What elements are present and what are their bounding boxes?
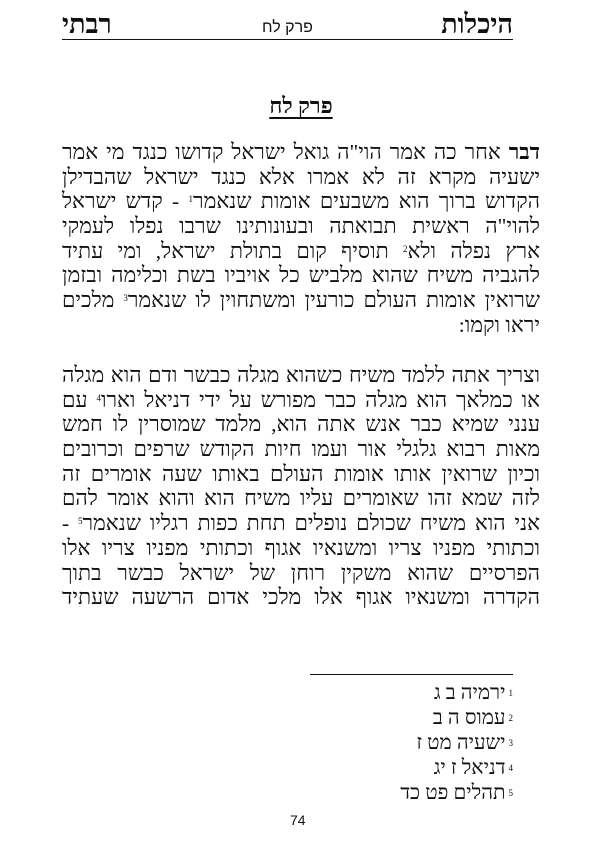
footnote-ref[interactable]: 5 — [78, 516, 83, 527]
text-line — [62, 313, 540, 338]
text-segment: ארץ נפלה ולא — [407, 238, 540, 263]
text-segment: תוסיף קום בתולת ישראל, ומי עתיד — [62, 238, 404, 263]
text-segment: אני הוא משיח שכולם נופלים תחת כפות רגליו שנאמר — [82, 511, 540, 536]
footnotes — [400, 681, 513, 806]
text-segment: יראו וקמו: — [458, 312, 540, 337]
text-segment: עם — [62, 387, 97, 412]
text-segment: הפרסיים שהוא משקין רוחן של ישראל כבשר בתוך — [62, 560, 540, 585]
footnote — [400, 781, 513, 806]
text-line — [62, 536, 540, 561]
header-book-subtitle: רבתי — [62, 9, 112, 39]
text-line — [62, 189, 540, 214]
text-segment: לזה שמא זהו שאומרים עליו משיח הוא והוא אומר להם — [62, 486, 540, 511]
text-segment: הקדרה ומשנאיו אגוף אלו מלכי אדום הרשעה שעתיד — [62, 585, 540, 610]
text-line — [62, 140, 540, 165]
text-line — [62, 263, 540, 288]
header-book-title: היכלות — [441, 9, 513, 39]
footnote-text: ירמיה ב ג — [433, 682, 506, 704]
text-line — [62, 585, 540, 610]
footnote-text: תהלים פט כד — [400, 782, 506, 804]
footnote-text: עמוס ה ב — [432, 707, 506, 729]
text-line — [62, 437, 540, 462]
text-segment: אחר כה אמר הוי"ה גואל ישראל קדושו כנגד מי אמר — [62, 140, 509, 164]
text-line — [62, 412, 540, 437]
text-segment: וכיון שרואין אותו אומות העולם באותו שעה אומרים זה — [62, 461, 540, 486]
text-line — [62, 363, 540, 388]
paragraph-2 — [62, 363, 540, 610]
text-line — [62, 561, 540, 586]
text-segment: להגביה משיח שהוא מלביש כל אויביו בשת וכלימה ובזמן — [62, 263, 540, 288]
text-segment: להוי"ה ראשית תבואתה ובעונותינו שרבו נפלו לעמקי — [62, 214, 540, 239]
footnote-ref[interactable]: 2 — [403, 243, 408, 254]
text-line — [62, 165, 540, 190]
text-line — [62, 511, 540, 536]
footnote-ref[interactable]: 1 — [188, 194, 194, 205]
footnote-number: 1 — [508, 688, 513, 698]
text-line — [62, 239, 540, 264]
text-line — [62, 462, 540, 487]
text-segment: - — [62, 511, 78, 536]
paragraph-1 — [62, 140, 540, 338]
header-chapter: פרק לח — [262, 19, 313, 36]
text-segment: ישעיה מקרא זה לא אמרו אלא כנגד ישראל שהבדילן — [62, 164, 540, 189]
footnote-number: 5 — [508, 788, 513, 798]
text-segment: - קדש ישראל — [62, 189, 189, 214]
running-header — [62, 8, 513, 40]
text-line — [62, 486, 540, 511]
text-segment: מלכים — [62, 288, 124, 313]
text-segment: הקדוש ברוך הוא משבעים אומות שנאמר — [193, 189, 540, 214]
text-segment: וכתותי מפניו צריו ומשנאיו אגוף וכתותי מפניו צריו אלו — [62, 535, 540, 560]
text-segment: וצריך אתה ללמד משיח כשהוא מגלה כבשר ודם הוא מגלה — [62, 363, 540, 387]
text-segment: או כמלאך הוא מגלה כבר מפורש על ידי דניאל וארו — [100, 387, 540, 412]
text-line — [62, 388, 540, 413]
footnote — [400, 681, 513, 706]
footnote — [400, 731, 513, 756]
text-line — [62, 214, 540, 239]
page-number: 74 — [290, 812, 306, 828]
footnote-number: 4 — [508, 763, 513, 773]
text-line — [62, 288, 540, 313]
footnote-number: 2 — [508, 713, 513, 723]
footnote-number: 3 — [508, 738, 513, 748]
text-segment: ענני שמיא כבר אנש אתה הוא, מלמד שמוסרין לו חמש — [62, 412, 540, 437]
text-segment: מאות רבוא גלגלי אור ועמו חיות הקודש שרפים וכרובים — [62, 437, 540, 462]
footnote-divider — [310, 674, 513, 675]
footnote-text: ישעיה מט ז — [416, 732, 506, 754]
footnote-ref[interactable]: 3 — [123, 293, 128, 304]
opening-word: דבר — [508, 140, 540, 164]
chapter-title: פרק לח — [269, 93, 333, 118]
footnote — [400, 756, 513, 781]
footnote-ref[interactable]: 4 — [96, 392, 101, 403]
text-segment: שרואין אומות העולם כורעין ומשתחוין לו שנאמר — [127, 288, 540, 313]
footnote-text: דניאל ז יג — [433, 757, 506, 779]
footnote — [400, 706, 513, 731]
